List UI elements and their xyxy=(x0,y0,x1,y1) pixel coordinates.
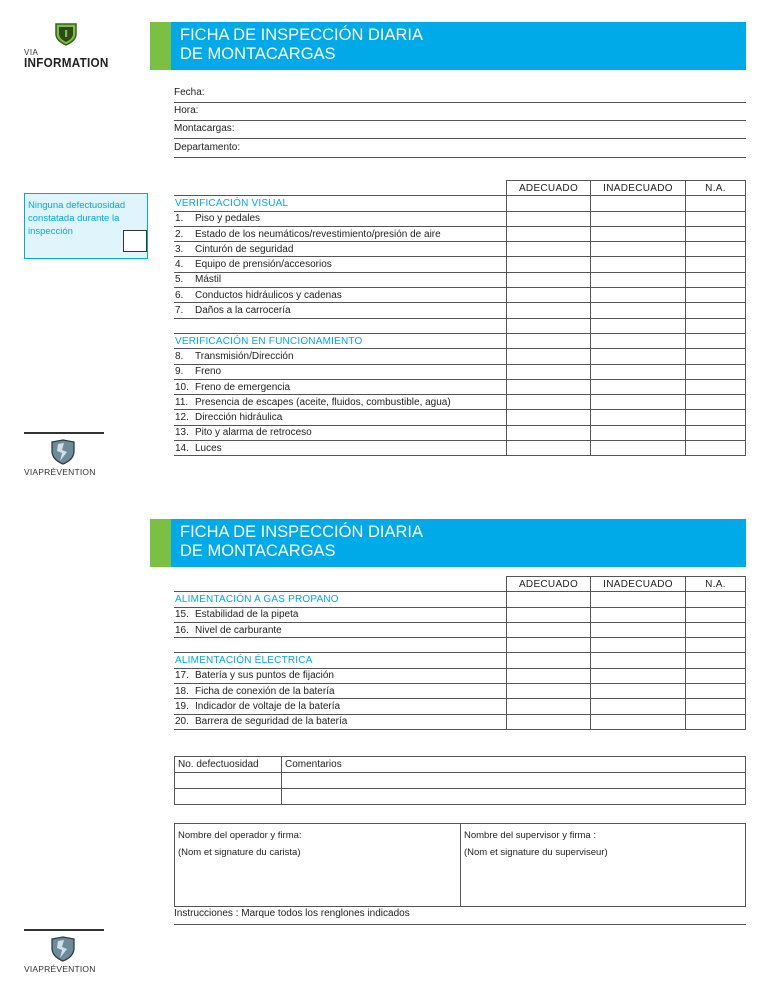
na-cell[interactable] xyxy=(686,272,746,287)
checklist-row xyxy=(174,226,746,241)
department-field[interactable] xyxy=(174,140,746,158)
check-cell xyxy=(591,653,686,668)
na-cell[interactable] xyxy=(686,622,746,637)
power-check-table xyxy=(174,576,746,730)
supervisor-label: Nombre del supervisor y firma : xyxy=(464,830,596,841)
column-header: N.A. xyxy=(686,181,746,196)
item-number: 4. xyxy=(175,259,184,271)
checklist-row xyxy=(174,699,746,714)
column-header: ADECUADO xyxy=(507,577,591,592)
check-cell xyxy=(507,333,591,348)
logo-small-text: VIA xyxy=(24,48,39,57)
checklist-row xyxy=(174,622,746,637)
prevention-logo-text-2: VIAPRÉVENTION xyxy=(24,964,96,974)
inadequate-cell[interactable] xyxy=(591,379,686,394)
item-label: Nivel de carburante xyxy=(195,624,282,636)
na-cell[interactable] xyxy=(686,607,746,622)
adequate-cell[interactable] xyxy=(507,441,591,456)
checklist-row xyxy=(174,607,746,622)
inadequate-cell[interactable] xyxy=(591,226,686,241)
operator-label: Nombre del operador y firma: xyxy=(178,830,302,841)
date-field[interactable] xyxy=(174,85,746,103)
item-number: 3. xyxy=(175,243,184,255)
checklist-row xyxy=(174,242,746,257)
form-title xyxy=(180,26,423,64)
item-number: 19. xyxy=(175,701,189,713)
item-label: Indicador de voltaje de la batería xyxy=(195,701,341,713)
adequate-cell[interactable] xyxy=(507,699,591,714)
adequate-cell[interactable] xyxy=(507,684,591,699)
na-cell[interactable] xyxy=(686,410,746,425)
inadequate-cell[interactable] xyxy=(591,441,686,456)
item-label: Equipo de prensión/accesorios xyxy=(195,259,332,271)
na-cell[interactable] xyxy=(686,714,746,729)
defect-number-header: No. defectuosidad xyxy=(175,757,282,773)
item-label: Freno xyxy=(195,366,222,378)
item-label: Freno de emergencia xyxy=(195,381,291,393)
logo-rule-2 xyxy=(24,929,104,931)
checklist-row xyxy=(174,714,746,729)
na-cell[interactable] xyxy=(686,349,746,364)
forklift-label: Montacargas: xyxy=(174,123,235,134)
inadequate-cell[interactable] xyxy=(591,288,686,303)
item-number: 10. xyxy=(175,381,189,393)
column-header: INADECUADO xyxy=(591,181,686,196)
form-title-banner xyxy=(150,22,746,70)
form-title-2 xyxy=(180,523,423,561)
na-cell[interactable] xyxy=(686,699,746,714)
item-label: Daños a la carrocería xyxy=(195,305,291,317)
na-cell[interactable] xyxy=(686,226,746,241)
adequate-cell[interactable] xyxy=(507,622,591,637)
na-cell[interactable] xyxy=(686,379,746,394)
checklist-row xyxy=(174,257,746,272)
item-number: 11. xyxy=(175,396,189,408)
inadequate-cell[interactable] xyxy=(591,211,686,226)
via-prevention-logo-2 xyxy=(24,929,109,975)
adequate-cell[interactable] xyxy=(507,303,591,318)
na-cell[interactable] xyxy=(686,303,746,318)
checklist-row xyxy=(174,395,746,410)
item-label: Mástil xyxy=(195,274,222,286)
form-title-line1: FICHA DE INSPECCIÓN DIARIA xyxy=(180,26,423,44)
check-cell xyxy=(591,333,686,348)
inadequate-cell[interactable] xyxy=(591,364,686,379)
column-header: N.A. xyxy=(686,577,746,592)
checklist-row xyxy=(174,349,746,364)
spacer-row xyxy=(174,318,746,333)
column-header: ADECUADO xyxy=(507,181,591,196)
check-cell xyxy=(686,653,746,668)
date-label: Fecha: xyxy=(174,87,205,98)
form-title-line2: DE MONTACARGAS xyxy=(180,45,336,63)
na-cell[interactable] xyxy=(686,288,746,303)
adequate-cell[interactable] xyxy=(507,226,591,241)
item-label: Transmisión/Dirección xyxy=(195,350,294,362)
na-cell[interactable] xyxy=(686,364,746,379)
prevention-logo-text: VIAPRÉVENTION xyxy=(24,467,96,477)
via-information-logo xyxy=(22,22,112,70)
section-title: VERIFICACIÓN VISUAL xyxy=(174,196,507,211)
inadequate-cell[interactable] xyxy=(591,272,686,287)
check-cell xyxy=(686,196,746,211)
check-cell xyxy=(507,592,591,607)
adequate-cell[interactable] xyxy=(507,668,591,683)
item-number: 1. xyxy=(175,213,184,225)
check-cell xyxy=(507,196,591,211)
logo-main-text: INFORMATION xyxy=(24,55,109,70)
item-label: Luces xyxy=(195,442,222,454)
banner-accent xyxy=(150,22,171,70)
section-title: VERIFICACIÓN EN FUNCIONAMIENTO xyxy=(174,333,507,348)
check-cell xyxy=(591,592,686,607)
prevention-shield-icon xyxy=(50,936,76,962)
checklist-row xyxy=(174,684,746,699)
form-title-2-line2: DE MONTACARGAS xyxy=(180,542,336,560)
item-label: Dirección hidráulica xyxy=(195,412,283,424)
item-number: 20. xyxy=(175,716,189,728)
inadequate-cell[interactable] xyxy=(591,607,686,622)
adequate-cell[interactable] xyxy=(507,379,591,394)
adequate-cell[interactable] xyxy=(507,242,591,257)
item-number: 16. xyxy=(175,624,189,636)
check-cell xyxy=(686,333,746,348)
comments-table xyxy=(174,756,746,805)
shield-logo-icon xyxy=(54,22,78,46)
checklist-row xyxy=(174,303,746,318)
inadequate-cell[interactable] xyxy=(591,668,686,683)
item-label: Conductos hidráulicos y cadenas xyxy=(195,289,342,301)
operator-label-fr: (Nom et signature du carista) xyxy=(178,847,301,858)
na-cell[interactable] xyxy=(686,425,746,440)
item-number: 17. xyxy=(175,670,189,682)
checklist-row xyxy=(174,211,746,226)
no-defect-box xyxy=(24,193,148,259)
time-field[interactable] xyxy=(174,103,746,121)
item-number: 6. xyxy=(175,289,184,301)
inadequate-cell[interactable] xyxy=(591,622,686,637)
department-label: Departamento: xyxy=(174,142,241,153)
na-cell[interactable] xyxy=(686,684,746,699)
defect-number-cell[interactable] xyxy=(175,773,282,789)
item-number: 9. xyxy=(175,366,184,378)
inadequate-cell[interactable] xyxy=(591,714,686,729)
adequate-cell[interactable] xyxy=(507,410,591,425)
adequate-cell[interactable] xyxy=(507,364,591,379)
defect-number-cell[interactable] xyxy=(175,789,282,805)
comment-cell[interactable] xyxy=(282,789,746,805)
inadequate-cell[interactable] xyxy=(591,410,686,425)
adequate-cell[interactable] xyxy=(507,714,591,729)
na-cell[interactable] xyxy=(686,395,746,410)
table-header-spacer xyxy=(174,577,507,592)
instructions: Instrucciones : Marque todos los renglones indicados xyxy=(174,908,746,925)
item-label: Ficha de conexión de la batería xyxy=(195,685,335,697)
checklist-row xyxy=(174,288,746,303)
comments-header: Comentarios xyxy=(282,757,746,773)
check-cell xyxy=(686,592,746,607)
item-label: Pito y alarma de retroceso xyxy=(195,427,312,439)
na-cell[interactable] xyxy=(686,668,746,683)
item-number: 8. xyxy=(175,350,184,362)
item-number: 18. xyxy=(175,685,189,697)
no-defect-text: Ninguna defectuosidad constatada durante la inspección xyxy=(28,200,126,237)
item-label: Batería y sus puntos de fijación xyxy=(195,670,334,682)
inadequate-cell[interactable] xyxy=(591,684,686,699)
item-number: 12. xyxy=(175,412,189,424)
spacer-row xyxy=(174,638,746,653)
checklist-row xyxy=(174,364,746,379)
signature-box xyxy=(174,823,746,907)
inadequate-cell[interactable] xyxy=(591,395,686,410)
section-title: ALIMENTACIÓN A GAS PROPANO xyxy=(174,592,507,607)
inadequate-cell[interactable] xyxy=(591,257,686,272)
check-cell xyxy=(507,653,591,668)
logo-rule xyxy=(24,432,104,434)
item-number: 13. xyxy=(175,427,189,439)
adequate-cell[interactable] xyxy=(507,425,591,440)
item-number: 5. xyxy=(175,274,184,286)
inadequate-cell[interactable] xyxy=(591,425,686,440)
form-title-2-line1: FICHA DE INSPECCIÓN DIARIA xyxy=(180,523,423,541)
checklist-row xyxy=(174,272,746,287)
column-header: INADECUADO xyxy=(591,577,686,592)
checklist-row xyxy=(174,379,746,394)
supervisor-label-fr: (Nom et signature du superviseur) xyxy=(464,847,608,858)
item-number: 15. xyxy=(175,609,189,621)
operator-signature-area[interactable] xyxy=(175,824,461,906)
item-label: Cinturón de seguridad xyxy=(195,243,294,255)
item-label: Barrera de seguridad de la batería xyxy=(195,716,348,728)
inadequate-cell[interactable] xyxy=(591,349,686,364)
prevention-shield-icon xyxy=(50,439,76,465)
adequate-cell[interactable] xyxy=(507,211,591,226)
na-cell[interactable] xyxy=(686,257,746,272)
adequate-cell[interactable] xyxy=(507,257,591,272)
adequate-cell[interactable] xyxy=(507,349,591,364)
time-label: Hora: xyxy=(174,105,199,116)
comment-cell[interactable] xyxy=(282,773,746,789)
checklist-row xyxy=(174,425,746,440)
item-label: Estado de los neumáticos/revestimiento/presión de aire xyxy=(195,228,441,240)
item-number: 2. xyxy=(175,228,184,240)
checklist-row xyxy=(174,441,746,456)
visual-check-table xyxy=(174,180,746,456)
item-label: Estabilidad de la pipeta xyxy=(195,609,299,621)
item-number: 14. xyxy=(175,442,189,454)
banner-accent-2 xyxy=(150,519,171,567)
adequate-cell[interactable] xyxy=(507,395,591,410)
na-cell[interactable] xyxy=(686,242,746,257)
inadequate-cell[interactable] xyxy=(591,242,686,257)
inadequate-cell[interactable] xyxy=(591,699,686,714)
item-number: 7. xyxy=(175,305,184,317)
adequate-cell[interactable] xyxy=(507,288,591,303)
via-prevention-logo xyxy=(24,432,109,478)
forklift-field[interactable] xyxy=(174,121,746,139)
item-label: Presencia de escapes (aceite, fluidos, combustible, agua) xyxy=(195,396,451,408)
section-title: ALIMENTACIÓN ÉLECTRICA xyxy=(174,653,507,668)
checklist-row xyxy=(174,410,746,425)
na-cell[interactable] xyxy=(686,211,746,226)
adequate-cell[interactable] xyxy=(507,607,591,622)
no-defect-checkbox[interactable] xyxy=(123,230,147,252)
checklist-row xyxy=(174,668,746,683)
item-label: Piso y pedales xyxy=(195,213,261,225)
adequate-cell[interactable] xyxy=(507,272,591,287)
inadequate-cell[interactable] xyxy=(591,303,686,318)
check-cell xyxy=(591,196,686,211)
form-title-banner-2 xyxy=(150,519,746,567)
supervisor-signature-area[interactable] xyxy=(461,824,745,906)
na-cell[interactable] xyxy=(686,441,746,456)
table-header-spacer xyxy=(174,181,507,196)
